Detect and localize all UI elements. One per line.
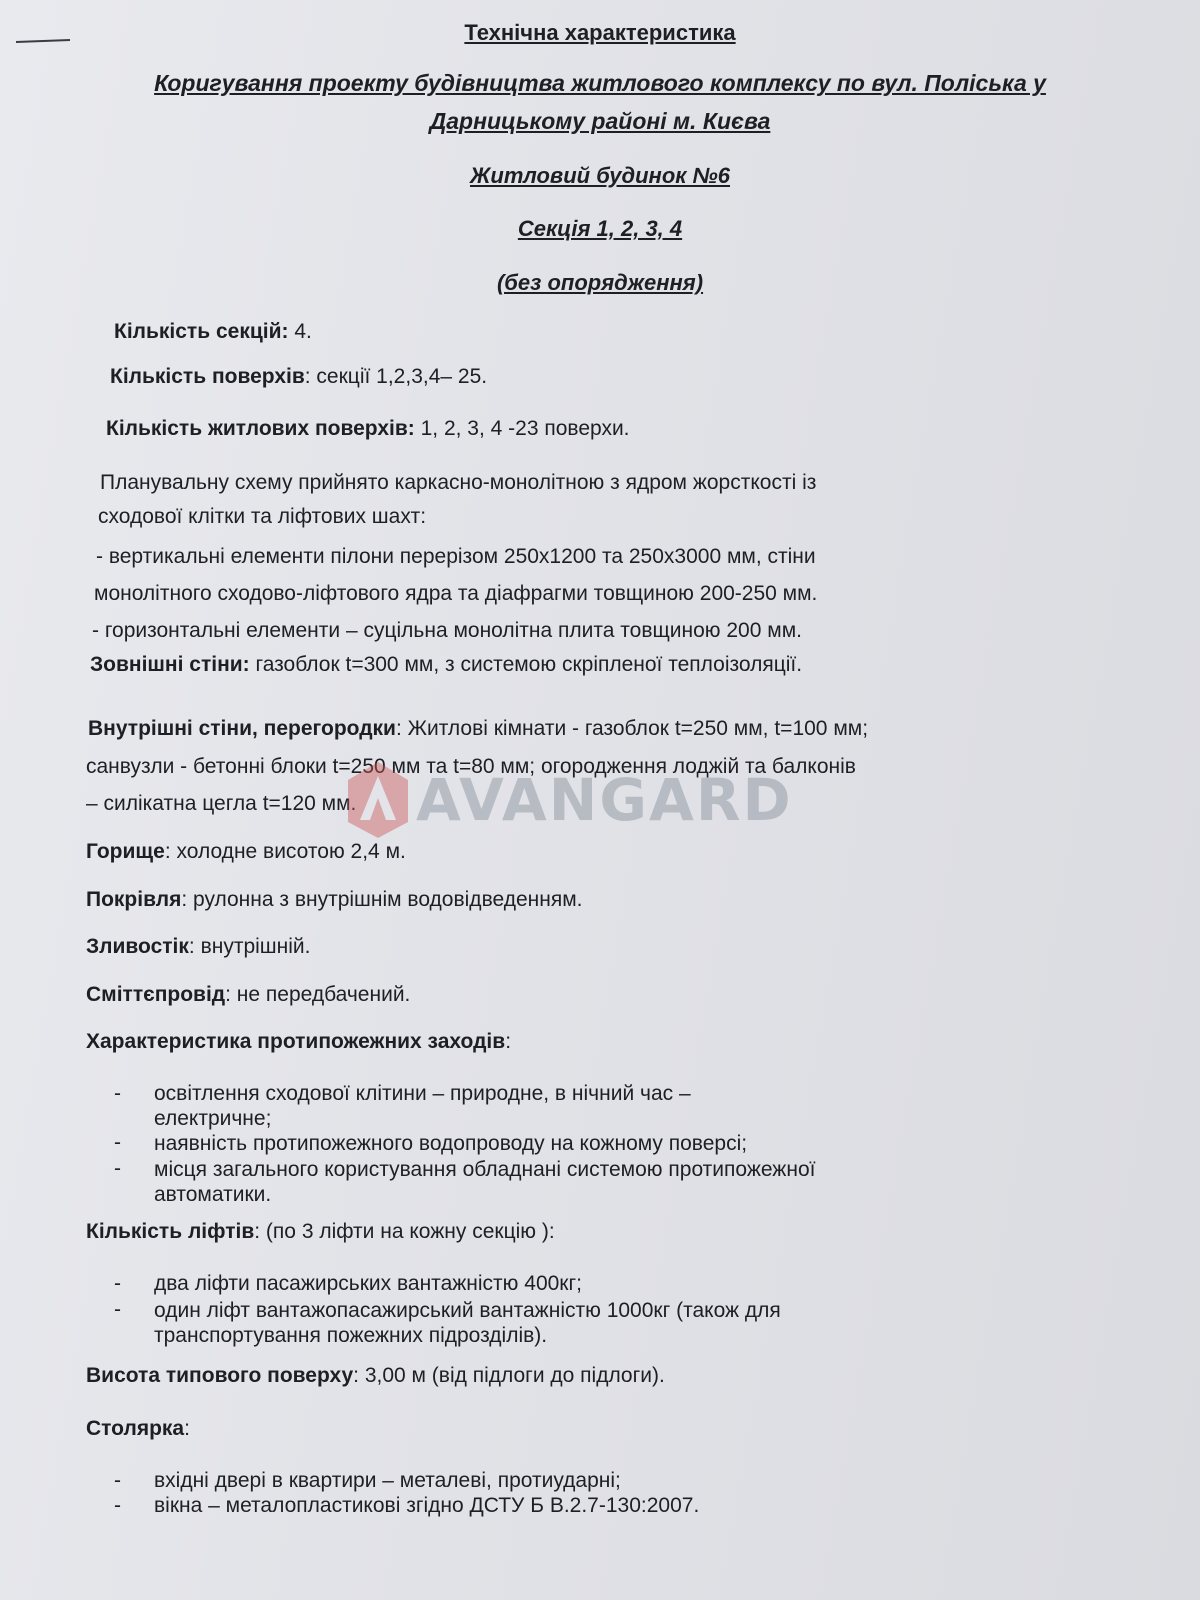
inner-walls-line2: санвузли - бетонні блоки t=250 мм та t=80 мм; огородження лоджій та балконів <box>86 755 856 778</box>
bullet-dash: - <box>114 1272 121 1295</box>
bullet-dash: - <box>114 1157 121 1180</box>
spec-roof <box>86 888 582 912</box>
spec-lifts <box>86 1220 555 1244</box>
spec-label: Сміттєпровід <box>86 983 226 1006</box>
spec-value: : <box>505 1030 512 1053</box>
spec-attic <box>86 840 406 864</box>
spec-value: : рулонна з внутрішнім водовідведенням. <box>181 888 583 911</box>
spec-value: : не передбачений. <box>225 983 411 1006</box>
fire-item: наявність протипожежного водопроводу на кожному поверсі; <box>154 1132 748 1155</box>
spec-garbage <box>86 983 410 1007</box>
spec-value: : секції 1,2,3,4– 25. <box>304 365 488 388</box>
spec-inner-walls <box>88 717 868 741</box>
spec-joinery <box>86 1417 190 1441</box>
bullet-dash: - <box>114 1082 121 1105</box>
spec-value: : (по 3 ліфти на кожну секцію ): <box>254 1220 555 1243</box>
bullet-dash: - <box>114 1494 121 1517</box>
spec-label: Зливостік <box>86 935 189 958</box>
bullet-dash: - <box>114 1298 121 1321</box>
spec-living-floors <box>106 417 630 441</box>
spec-value: газоблок t=300 мм, з системою скріпленої теплоізоляції. <box>249 653 803 676</box>
bullet-dash: - <box>114 1131 121 1154</box>
fire-item: автоматики. <box>154 1183 272 1206</box>
spec-floors <box>110 365 487 389</box>
finish-title: (без опорядження) <box>496 270 704 295</box>
spec-label: Кількість поверхів <box>110 365 305 388</box>
inner-walls-line3: – силікатна цегла t=120 мм. <box>86 792 357 815</box>
spec-label: Внутрішні стіни, перегородки <box>88 717 396 740</box>
spec-label: Характеристика протипожежних заходів <box>86 1030 506 1053</box>
spec-value: 1, 2, 3, 4 -23 поверхи. <box>414 417 630 440</box>
plan-line: монолітного сходово-ліфтового ядра та діафрагми товщиною 200-250 мм. <box>94 582 818 605</box>
spec-label: Висота типового поверху <box>86 1364 354 1387</box>
fire-item: освітлення сходової клітини – природне, в нічний час – <box>154 1082 691 1105</box>
plan-line: - вертикальні елементи пілони перерізом 250х1200 та 250х3000 мм, стіни <box>96 545 816 568</box>
project-title-line2: Дарницькому районі м. Києва <box>429 108 771 134</box>
project-title-line1: Коригування проекту будівництва житлового комплексу по вул. Поліська у <box>154 70 1046 96</box>
joinery-item: вхідні двері в квартири – металеві, протиударні; <box>154 1469 621 1492</box>
spec-value: : Житлові кімнати - газоблок t=250 мм, t=100 мм; <box>395 717 869 740</box>
building-title: Житловий будинок №6 <box>469 163 730 188</box>
fire-item: місця загального користування обладнані системою протипожежної <box>154 1158 816 1181</box>
spec-value: : 3,00 м (від підлоги до підлоги). <box>353 1364 665 1387</box>
spec-drain <box>86 935 310 959</box>
spec-label: Кількість ліфтів <box>86 1220 255 1243</box>
watermark <box>346 760 793 840</box>
spec-label: Горище <box>86 840 165 863</box>
lift-item: два ліфти пасажирських вантажністю 400кг; <box>154 1272 582 1295</box>
spec-value: : внутрішній. <box>188 935 311 958</box>
spec-label: Покрівля <box>86 888 182 911</box>
spec-label: Кількість житлових поверхів: <box>106 417 415 440</box>
lift-item: транспортування пожежних підрозділів). <box>154 1324 548 1347</box>
sections-title: Секція 1, 2, 3, 4 <box>517 216 683 241</box>
spec-outer-walls <box>90 653 802 677</box>
spec-floor-height <box>86 1364 665 1388</box>
watermark-text: AVANGARD <box>416 766 793 834</box>
watermark-logo-icon <box>346 760 410 840</box>
spec-sections-count <box>114 320 312 344</box>
spec-value: 4. <box>288 320 312 343</box>
spec-value: : <box>184 1417 190 1440</box>
spec-label: Зовнішні стіни: <box>90 653 250 676</box>
fire-item: електричне; <box>154 1107 272 1130</box>
plan-line: Планувальну схему прийнято каркасно-монолітною з ядром жорсткості із <box>100 471 817 494</box>
lift-item: один ліфт вантажопасажирський вантажністю 1000кг (також для <box>154 1299 781 1322</box>
document-title: Технічна характеристика <box>464 20 736 45</box>
plan-line: сходової клітки та ліфтових шахт: <box>98 505 427 528</box>
spec-fire <box>86 1030 511 1054</box>
bullet-dash: - <box>114 1469 121 1492</box>
spec-value: : холодне висотою 2,4 м. <box>164 840 406 863</box>
spec-label: Столярка <box>86 1417 185 1440</box>
spec-label: Кількість секцій: <box>114 320 289 343</box>
plan-line: - горизонтальні елементи – суцільна монолітна плита товщиною 200 мм. <box>92 619 802 642</box>
joinery-item: вікна – металопластикові згідно ДСТУ Б В.2.7-130:2007. <box>154 1494 700 1517</box>
